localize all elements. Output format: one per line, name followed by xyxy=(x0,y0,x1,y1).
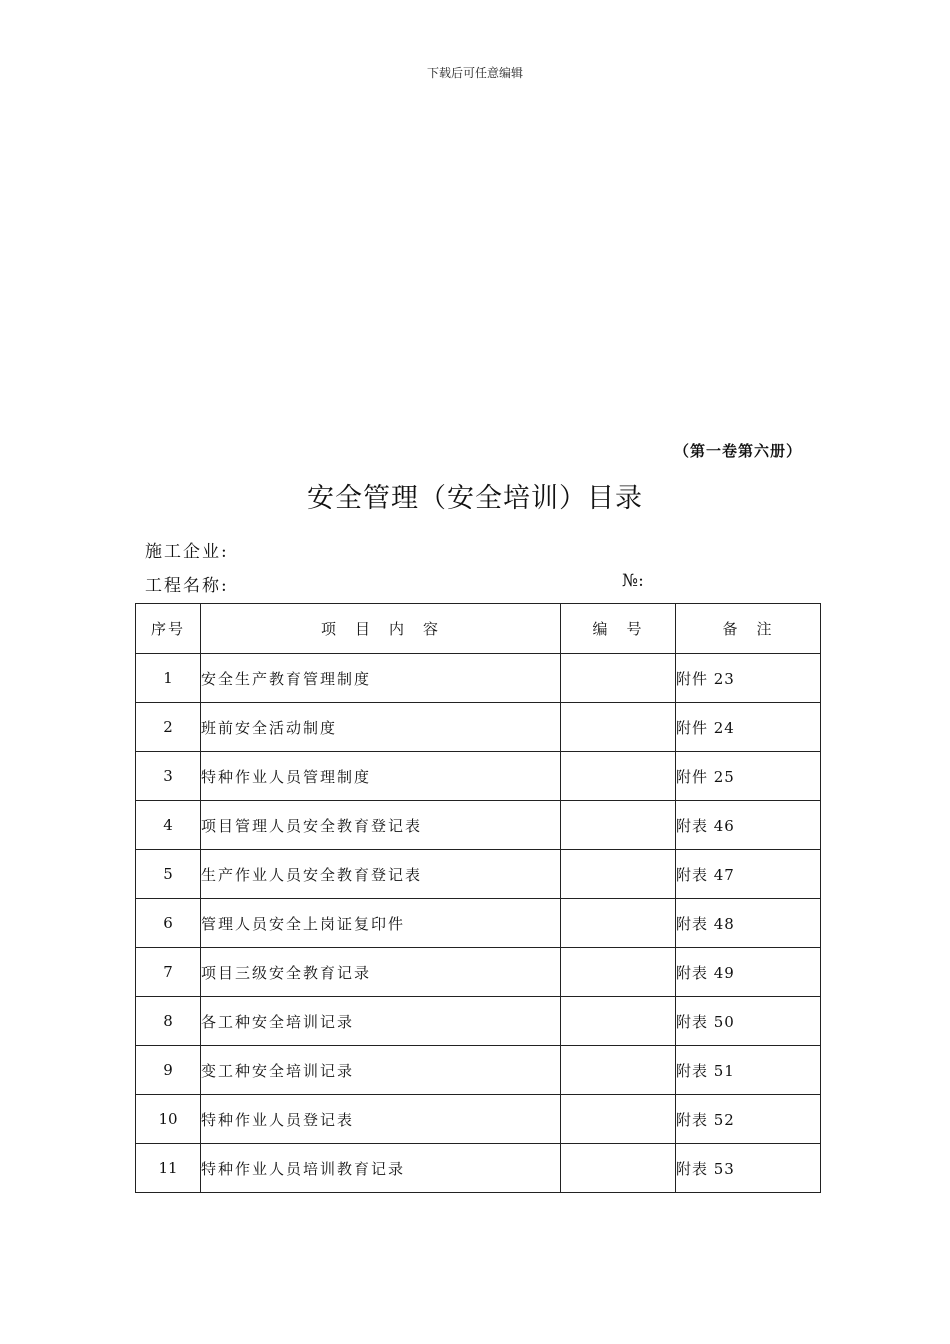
number-field-label: №: xyxy=(622,571,644,591)
row-code xyxy=(561,1144,676,1193)
row-seq: 3 xyxy=(136,752,201,801)
row-seq: 1 xyxy=(136,654,201,703)
row-code xyxy=(561,948,676,997)
row-note: 附件 24 xyxy=(676,703,821,752)
row-code xyxy=(561,997,676,1046)
page-header: 下载后可任意编辑 xyxy=(426,66,523,80)
row-seq: 4 xyxy=(136,801,201,850)
row-note: 附表 50 xyxy=(676,997,821,1046)
row-note: 附表 49 xyxy=(676,948,821,997)
table-row xyxy=(136,997,821,1046)
project-name-field-label: 工程名称: xyxy=(145,576,229,596)
document-title: 安全管理（安全培训）目录 xyxy=(307,483,643,514)
row-code xyxy=(561,752,676,801)
row-item: 班前安全活动制度 xyxy=(201,703,561,752)
table-row xyxy=(136,801,821,850)
table-row xyxy=(136,703,821,752)
row-item: 项目三级安全教育记录 xyxy=(201,948,561,997)
row-note: 附表 47 xyxy=(676,850,821,899)
row-item: 特种作业人员登记表 xyxy=(201,1095,561,1144)
row-code xyxy=(561,899,676,948)
row-seq: 9 xyxy=(136,1046,201,1095)
row-seq: 5 xyxy=(136,850,201,899)
table-row xyxy=(136,899,821,948)
company-field-label: 施工企业: xyxy=(145,542,229,562)
row-note: 附表 46 xyxy=(676,801,821,850)
row-item: 变工种安全培训记录 xyxy=(201,1046,561,1095)
row-note: 附件 23 xyxy=(676,654,821,703)
catalog-table xyxy=(135,603,821,1193)
row-seq: 6 xyxy=(136,899,201,948)
table-row xyxy=(136,1095,821,1144)
table-row xyxy=(136,1144,821,1193)
table-row xyxy=(136,948,821,997)
row-seq: 7 xyxy=(136,948,201,997)
table-row xyxy=(136,654,821,703)
row-item: 管理人员安全上岗证复印件 xyxy=(201,899,561,948)
row-seq: 11 xyxy=(136,1144,201,1193)
header-item: 项 目 内 容 xyxy=(201,604,561,654)
row-note: 附表 52 xyxy=(676,1095,821,1144)
header-note: 备 注 xyxy=(676,604,821,654)
row-code xyxy=(561,850,676,899)
row-item: 各工种安全培训记录 xyxy=(201,997,561,1046)
row-seq: 10 xyxy=(136,1095,201,1144)
row-seq: 8 xyxy=(136,997,201,1046)
table-body xyxy=(136,654,821,1193)
table-row xyxy=(136,1046,821,1095)
row-item: 特种作业人员管理制度 xyxy=(201,752,561,801)
row-item: 特种作业人员培训教育记录 xyxy=(201,1144,561,1193)
row-item: 项目管理人员安全教育登记表 xyxy=(201,801,561,850)
header-code: 编 号 xyxy=(561,604,676,654)
row-note: 附件 25 xyxy=(676,752,821,801)
row-code xyxy=(561,654,676,703)
volume-note: （第一卷第六册） xyxy=(673,442,802,460)
row-note: 附表 51 xyxy=(676,1046,821,1095)
row-item: 生产作业人员安全教育登记表 xyxy=(201,850,561,899)
header-seq: 序号 xyxy=(136,604,201,654)
table-row xyxy=(136,752,821,801)
table-row xyxy=(136,850,821,899)
row-code xyxy=(561,703,676,752)
table-header-row xyxy=(136,604,821,654)
row-note: 附表 53 xyxy=(676,1144,821,1193)
row-code xyxy=(561,1046,676,1095)
row-seq: 2 xyxy=(136,703,201,752)
row-item: 安全生产教育管理制度 xyxy=(201,654,561,703)
row-note: 附表 48 xyxy=(676,899,821,948)
row-code xyxy=(561,1095,676,1144)
row-code xyxy=(561,801,676,850)
